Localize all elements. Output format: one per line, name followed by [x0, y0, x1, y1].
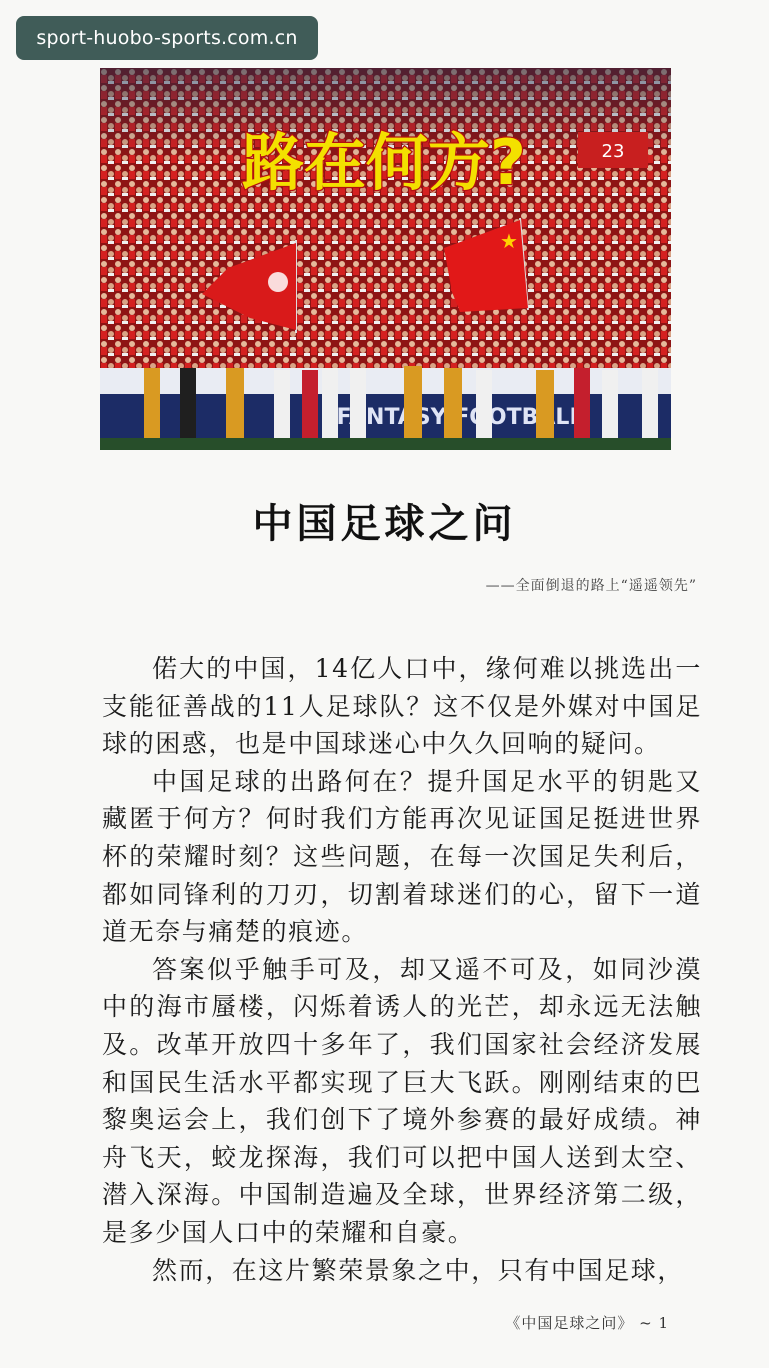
watermark-label: sport-huobo-sports.com.cn [16, 16, 318, 60]
hero-headline: 路在何方? [242, 126, 526, 199]
paragraph-4: 然而，在这片繁荣景象之中，只有中国足球， [152, 1255, 685, 1285]
hero-image [100, 68, 671, 450]
article-title: 中国足球之问 [252, 501, 517, 547]
article-body [102, 650, 702, 1289]
page-footer: 《中国足球之问》 ~ 1 [505, 1314, 669, 1332]
paragraph-1: 偌大的中国，14亿人口中，缘何难以挑选出一支能征善战的11人足球队？这不仅是外媒对中国足球的困惑，也是中国球迷心中久久回响的疑问。 [102, 654, 702, 759]
article-subtitle: ——全面倒退的路上“遥遥领先” [485, 578, 697, 594]
scoreboard-text: 23 [601, 141, 625, 162]
paragraph-3: 答案似乎触手可及，却又遥不可及，如同沙漠中的海市蜃楼，闪烁着诱人的光芒，却永远无法触及。改革开放四十多年了，我们国家社会经济发展和国民生活水平都实现了巨大飞跃。刚刚结束的巴黎奥运会上，我们创下了境外参赛的最好成绩。神舟飞天，蛟龙探海，我们可以把中国人送到太空、潜入深海。中国制造遍及全球，世界经济第二级，是多少国人口中的荣耀和自豪。 [102, 954, 702, 1247]
svg-text:★: ★ [500, 229, 518, 253]
paragraph-2: 中国足球的出路何在？提升国足水平的钥匙又藏匿于何方？何时我们方能再次见证国足挺进世界杯的荣耀时刻？这些问题，在每一次国足失利后，都如同锋利的刀刃，切割着球迷们的心，留下一道道无奈与痛楚的痕迹。 [102, 766, 702, 947]
board-text: FANTASY FOOTBALL [336, 405, 584, 430]
